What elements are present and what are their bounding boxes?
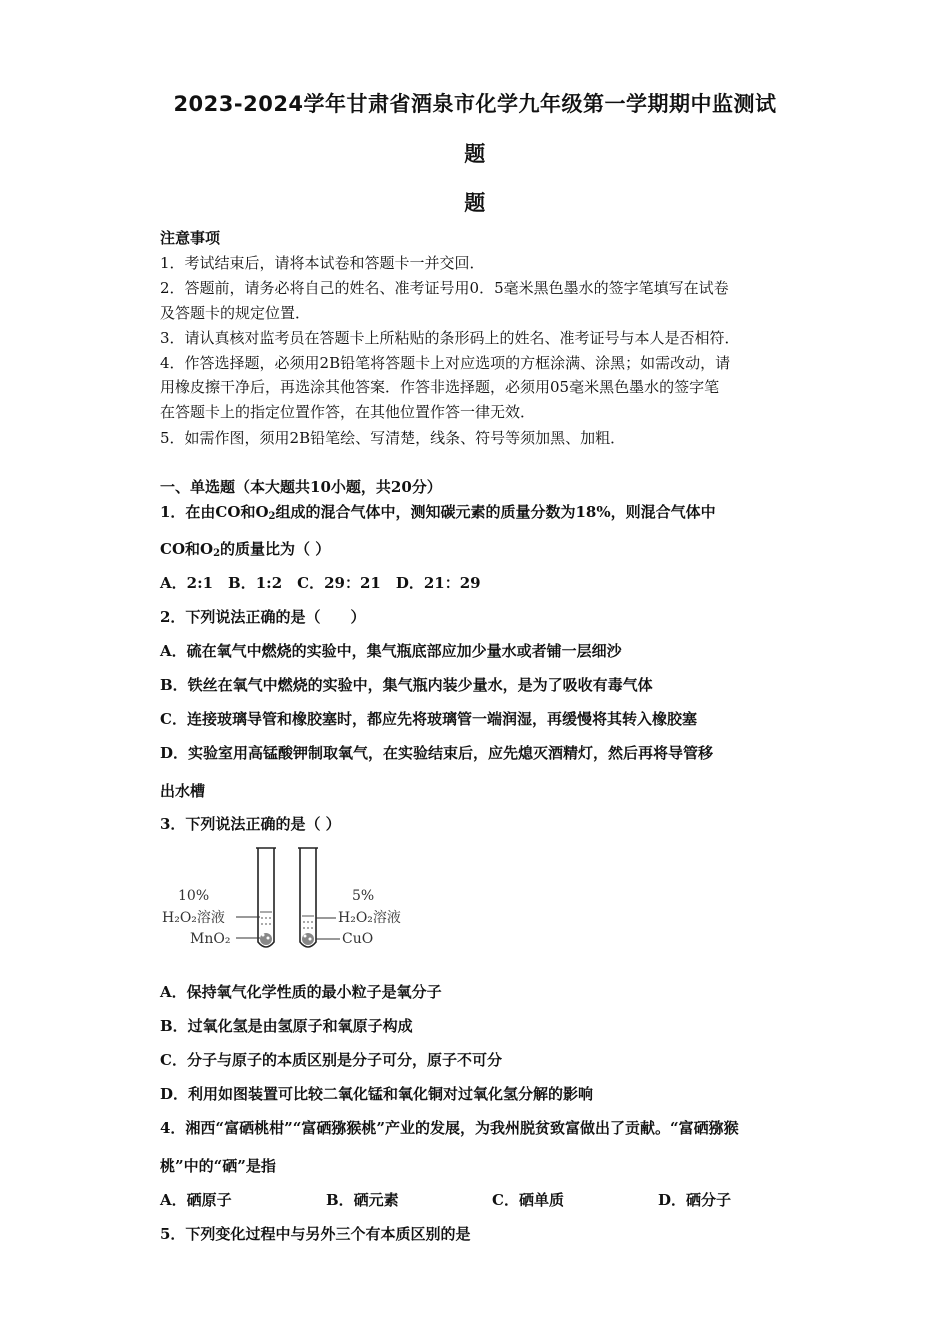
doc-title-line3: 题	[464, 191, 486, 215]
q3-option-a: A．保持氧气化学性质的最小粒子是氧分子	[160, 983, 442, 1001]
q2-option-a: A．硫在氧气中燃烧的实验中，集气瓶底部应加少量水或者铺一层细沙	[160, 642, 622, 660]
q3-option-b: B．过氧化氢是由氢原子和氧原子构成	[160, 1017, 413, 1035]
right-catalyst-label: CuO	[342, 931, 374, 947]
note-item: 2．答题前，请务必将自己的姓名、准考证号用0．5毫米黑色墨水的签字笔填写在试卷	[160, 279, 729, 297]
q2-option-b: B．铁丝在氧气中燃烧的实验中，集气瓶内装少量水，是为了吸收有毒气体	[160, 676, 653, 694]
q2-option-c: C．连接玻璃导管和橡胶塞时，都应先将玻璃管一端润湿，再缓慢将其转入橡胶塞	[160, 710, 697, 728]
right-concentration-label: 5%	[352, 888, 375, 904]
doc-title-line1: 2023-2024学年甘肃省酒泉市化学九年级第一学期期中监测试	[173, 92, 777, 116]
left-test-tube	[256, 848, 276, 947]
note-item: 5．如需作图，须用2B铅笔绘、写清楚，线条、符号等须加黑、加粗．	[160, 429, 626, 447]
section-heading: 一、单选题（本大题共10小题，共20分）	[160, 478, 442, 496]
note-item: 4．作答选择题，必须用2B铅笔将答题卡上对应选项的方框涂满、涂黑；如需改动，请	[160, 354, 731, 372]
q3-option-c: C．分子与原子的本质区别是分子可分，原子不可分	[160, 1051, 502, 1069]
q4-option-c: C．硒单质	[492, 1191, 564, 1209]
right-test-tube	[298, 848, 318, 947]
q2-option-d-cont: 出水槽	[160, 782, 206, 800]
q4-stem-line1: 4．湘西“富硒桃柑”“富硒猕猴桃”产业的发展，为我州脱贫致富做出了贡献。“富硒猕猴	[160, 1119, 739, 1137]
q1-stem-line1: 1．在由CO和$O_2$组成的混合气体中，测知碳元素的质量分数为18%，则混合气体中	[160, 503, 716, 522]
q4-option-a: A．硒原子	[160, 1191, 232, 1209]
test-tube-diagram	[160, 842, 420, 957]
right-solution-label: H₂O₂溶液	[338, 910, 401, 926]
left-catalyst-label: MnO₂	[190, 931, 231, 947]
note-item: 3．请认真核对监考员在答题卡上所粘贴的条形码上的姓名、准考证号与本人是否相符．	[160, 329, 740, 347]
q2-stem: 2．下列说法正确的是（ ）	[160, 608, 366, 626]
q4-option-d: D．硒分子	[658, 1191, 732, 1209]
q4-options	[160, 1189, 731, 1210]
q5-stem: 5．下列变化过程中与另外三个有本质区别的是	[160, 1225, 471, 1243]
q1-options: A．2:1 B．1:2 C．29：21 D．21：29	[160, 574, 481, 592]
note-item: 及答题卡的规定位置．	[160, 304, 311, 322]
q3-stem: 3．下列说法正确的是（ ）	[160, 815, 341, 833]
notes-heading: 注意事项	[160, 229, 221, 247]
left-concentration-label: 10%	[178, 888, 210, 904]
note-item: 在答题卡上的指定位置作答，在其他位置作答一律无效．	[160, 403, 536, 421]
doc-title-line2: 题	[464, 142, 486, 166]
note-item: 1．考试结束后，请将本试卷和答题卡一并交回．	[160, 254, 485, 272]
left-solution-label: H₂O₂溶液	[162, 910, 225, 926]
q4-stem-line2: 桃”中的“硒”是指	[160, 1157, 276, 1175]
note-item: 用橡皮擦干净后，再选涂其他答案．作答非选择题，必须用05毫米黑色墨水的签字笔	[160, 378, 720, 396]
q1-stem-line2: CO和$O_2$的质量比为（ ）	[160, 540, 331, 559]
q2-option-d: D．实验室用高锰酸钾制取氧气，在实验结束后，应先熄灭酒精灯，然后再将导管移	[160, 744, 714, 762]
q4-option-b: B．硒元素	[326, 1191, 399, 1209]
q3-option-d: D．利用如图装置可比较二氧化锰和氧化铜对过氧化氢分解的影响	[160, 1085, 594, 1103]
